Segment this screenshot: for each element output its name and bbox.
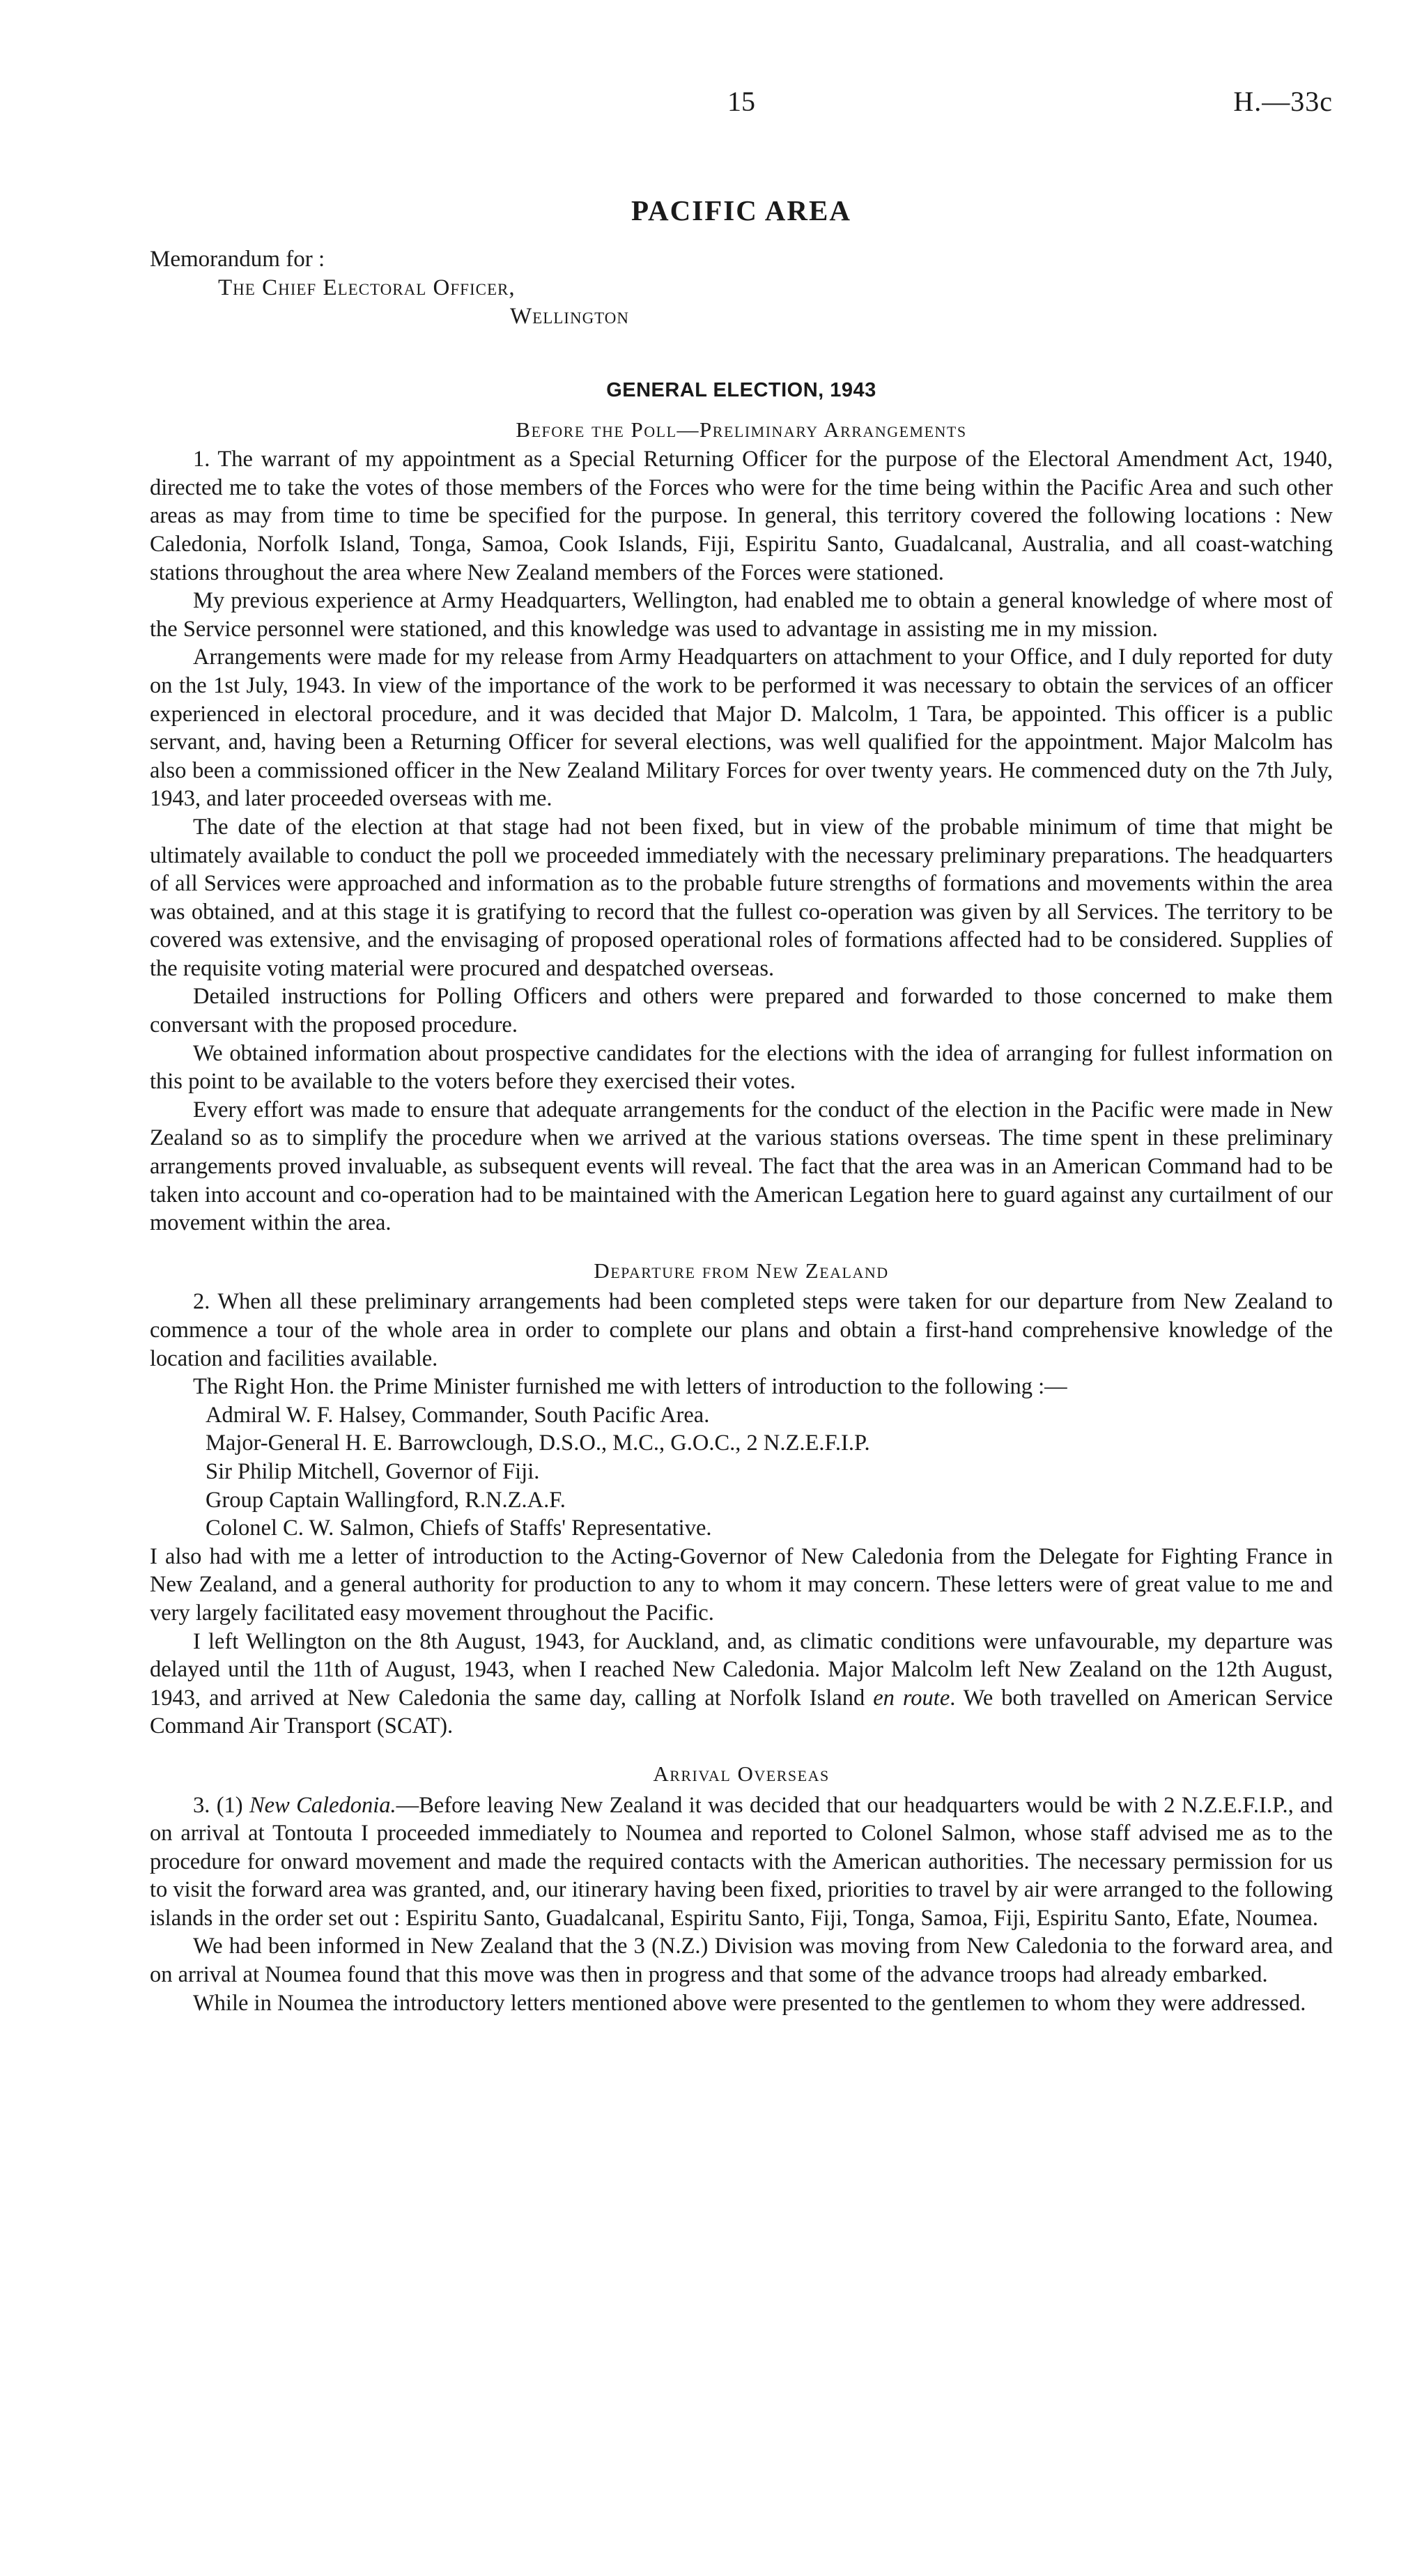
italic-text: New Caledonia. (249, 1792, 396, 1818)
paragraph: We obtained information about prospective candidates for the elections with the idea of arranging for fullest information on this point to be available to the voters before they exercised their votes. (150, 1040, 1333, 1095)
text-run: —Before leaving New Zealand it was decided that our headquarters would be with 2 N.Z.E.F.I.P., and on arrival at Tontouta I proceeded immediately to Noumea and reported to Colonel Salmon, whose staff advised me as to the procedure for onward movement and made the required contacts with the American authorities. The necessary permission for us to visit the forward area was granted, and, our itinerary having been fixed, priorities to travel by air were arranged to the following islands in the order set out : Espiritu Santo, Guadalcanal, Espiritu Santo, Fiji, Tonga, Samoa, Fiji, Espiritu Santo, Efate, Noumea. (150, 1792, 1333, 1931)
election-heading: GENERAL ELECTION, 1943 (606, 379, 876, 401)
paragraph (150, 1628, 1333, 1741)
memo-address (150, 245, 629, 331)
list-item: Major-General H. E. Barrowclough, D.S.O., M.C., G.O.C., 2 N.Z.E.F.I.P. (206, 1430, 870, 1456)
paragraph: Arrangements were made for my release from Army Headquarters on attachment to your Office, and I duly reported for duty on the 1st July, 1943. In view of the importance of the work to be performed it was necessary to obtain the services of an officer experienced in electoral procedure, and it was decided that Major D. Malcolm, 1 Tara, be appointed. This officer is a public servant, and, having been a Returning Officer for several elections, was well qualified for the appointment. Major Malcolm has also been a commissioned officer in the New Zealand Military Forces for over twenty years. He commenced duty on the 7th July, 1943, and later proceeded overseas with me. (150, 645, 1333, 812)
paragraph: The date of the election at that stage had not been fixed, but in view of the probable minimum of time that might be ultimately available to conduct the poll we proceeded immediately with the necessary preliminary preparations. The headquarters of all Services were approached and information as to the probable future strengths of formations and movements within the area was obtained, and at this stage it is gratifying to record that the fullest co-operation was given by all Services. The territory to be covered was extensive, and the envisaging of proposed operational roles of formations affected had to be considered. Supplies of the requisite voting material were procured and despatched overseas. (150, 814, 1333, 981)
section-heading-departure: Departure from New Zealand (594, 1258, 889, 1283)
paragraph (150, 1791, 1333, 1933)
paragraph: 1. The warrant of my appointment as a Special Returning Officer for the purpose of the Electoral Amendment Act, 1940, directed me to take the votes of those members of the Forces who were for the time being within the Pacific Area and such other areas as may from time to time be specified for the purpose. In general, this territory covered the following locations : New Caledonia, Norfolk Island, Tonga, Samoa, Cook Islands, Fiji, Espiritu Santo, Guadalcanal, Australia, and all coast-watching stations throughout the area where New Zealand members of the Forces were stationed. (150, 447, 1333, 585)
text-run: 3. (1) (193, 1792, 249, 1818)
page-title: PACIFIC AREA (631, 194, 851, 226)
paragraph: My previous experience at Army Headquarters, Wellington, had enabled me to obtain a general knowledge of where most of the Service personnel were stationed, and this knowledge was used to advantage in assisting me in my mission. (150, 588, 1333, 642)
document-code: H.—33c (1233, 86, 1333, 117)
section-heading-preliminary: Before the Poll—Preliminary Arrangements (516, 417, 967, 442)
memo-line-2: The Chief Electoral Officer, (218, 275, 516, 300)
italic-text: en route (873, 1685, 950, 1711)
list-item: Colonel C. W. Salmon, Chiefs of Staffs' Representative. (206, 1515, 712, 1541)
list-item: Sir Philip Mitchell, Governor of Fiji. (206, 1458, 540, 1484)
paragraph: The Right Hon. the Prime Minister furnished me with letters of introduction to the following :— (193, 1374, 1067, 1400)
paragraph: 2. When all these preliminary arrangements had been completed steps were taken for our departure from New Zealand to commence a tour of the whole area in order to complete our plans and obtain a first-hand comprehensive knowledge of the location and facilities available. (150, 1289, 1333, 1371)
memo-line-1: Memorandum for : (150, 247, 325, 272)
running-header (150, 85, 1333, 127)
paragraph: We had been informed in New Zealand that the 3 (N.Z.) Division was moving from New Caledonia to the forward area, and on arrival at Noumea found that this move was then in progress and that some of the advance troops had already embarked. (150, 1934, 1333, 1988)
paragraph: I also had with me a letter of introduction to the Acting-Governor of New Caledonia from the Delegate for Fighting France in New Zealand, and a general authority for production to any to whom it may concern. These letters were of great value to me and very largely facilitated easy movement throughout the Pacific. (150, 1543, 1333, 1626)
section-heading-arrival: Arrival Overseas (653, 1761, 830, 1786)
paragraph: Every effort was made to ensure that adequate arrangements for the conduct of the election in the Pacific were made in New Zealand so as to simplify the procedure when we arrived at the various stations overseas. The time spent in these preliminary arrangements proved invaluable, as subsequent events will reveal. The fact that the area was in an American Command had to be taken into account and co-operation had to be maintained with the American Legation here to guard against any curtailment of our movement within the area. (150, 1097, 1333, 1236)
text-run: . We both travelled on American Service Command Air Transport (SCAT). (150, 1685, 1333, 1739)
paragraph: Detailed instructions for Polling Officers and others were prepared and forwarded to those concerned to make them conversant with the proposed procedure. (150, 984, 1333, 1038)
document-body (150, 376, 1333, 2017)
recipient-list (150, 1401, 1333, 1543)
paragraph: While in Noumea the introductory letters mentioned above were presented to the gentlemen to whom they were addressed. (193, 1990, 1306, 2016)
list-item: Group Captain Wallingford, R.N.Z.A.F. (206, 1487, 566, 1513)
page-number: 15 (727, 86, 755, 117)
memo-line-3: Wellington (510, 304, 630, 329)
list-item: Admiral W. F. Halsey, Commander, South Pacific Area. (206, 1402, 710, 1428)
text-run: I left Wellington on the 8th August, 1943, for Auckland, and, as climatic conditions were unfavourable, my departure was delayed until the 11th of August, 1943, when I reached New Caledonia. Major Malcolm left New Zealand on the 12th August, 1943, and arrived at New Caledonia the same day, calling at Norfolk Island (150, 1628, 1333, 1711)
